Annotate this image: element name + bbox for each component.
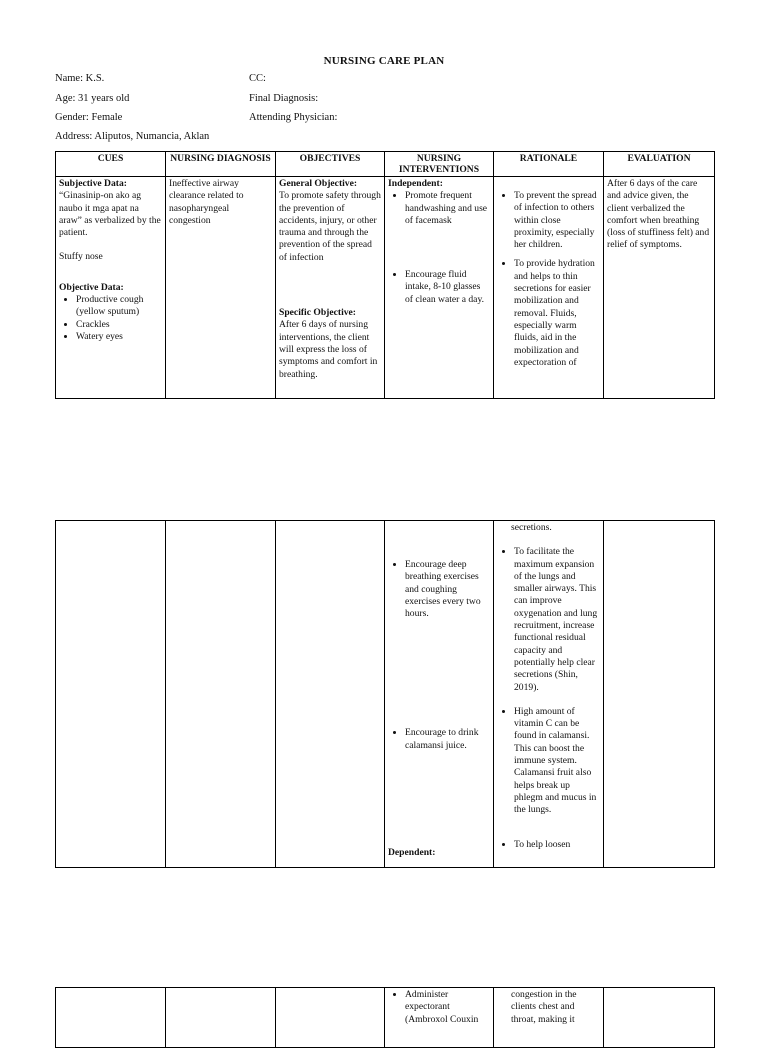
list-item: • Encourage fluid intake, 8-10 glasses of clean water a day. [405,269,490,306]
subjective-data-label: Subjective Data: [59,178,127,189]
table-row [56,521,715,868]
interventions-cell [385,521,494,868]
chief-complaint: CC: [249,73,266,84]
cues-cell [56,521,166,868]
evaluation-cell [604,177,715,399]
care-plan-table [55,151,715,399]
evaluation-text: After 6 days of the care and advice given, the client verbalized the comfort when breathing (loss of stuffiness felt) and relief of symptoms. [607,178,710,251]
interventions-list [388,190,490,306]
header-nursing-interventions: NURSING INTERVENTIONS [385,152,494,177]
evaluation-cell [604,521,715,868]
header-nursing-diagnosis: NURSING DIAGNOSIS [166,152,276,177]
interventions-list [388,559,490,752]
rationale-cell [494,521,604,868]
specific-objective-text: After 6 days of nursing interventions, the client will express the loss of symptoms and comfort in breathing. [279,319,378,380]
patient-name: Name: K.S. [55,73,105,84]
table-header-row [56,152,715,177]
rationale-continued-text: congestion in the clients chest and throat, making it [511,989,577,1025]
list-item: • To facilitate the maximum expansion of the lungs and smaller airways. This can improve oxygenation and lung recruitment, increase functional residual capacity and potentially help clear secretions (Shin, 2019). [514,546,600,694]
rationale-cell [494,177,604,399]
interventions-list [388,989,490,1026]
objectives-cell [276,521,385,868]
diagnosis-cell [166,521,276,868]
care-plan-table-continued [55,520,715,868]
objectives-cell [276,177,385,399]
stuffy-nose-text: Stuffy nose [59,251,103,263]
list-item: • To provide hydration and helps to thin secretions for easier mobilization and removal. Fluids, especially warm fluids, aid in the mobilization and expectoration of [514,258,600,369]
list-item: • High amount of vitamin C can be found in calamansi. This can boost the immune system. Calamansi fruit also helps break up phlegm and mucus in the lungs. [514,706,600,817]
nursing-diagnosis-text: Ineffective airway clearance related to nasopharyngeal congestion [169,178,244,226]
specific-objective-label: Specific Objective: [279,307,356,319]
objective-data-label: Objective Data: [59,281,124,293]
rationale-list [497,546,600,851]
patient-age: Age: 31 years old [55,93,130,104]
cues-cell [56,988,166,1048]
list-item: • Watery eyes [76,331,162,343]
general-objective-label: General Objective: [279,178,358,189]
dependent-label: Dependent: [388,847,436,859]
header-rationale: RATIONALE [494,152,604,177]
cues-cell [56,177,166,399]
evaluation-cell [604,988,715,1048]
rationale-list [497,190,600,369]
attending-physician: Attending Physician: [249,112,338,123]
care-plan-table-continued-2 [55,987,715,1048]
final-diagnosis: Final Diagnosis: [249,93,319,104]
list-item: • Promote frequent handwashing and use of facemask [405,190,490,227]
diagnosis-cell [166,177,276,399]
header-objectives: OBJECTIVES [276,152,385,177]
independent-label: Independent: [388,178,443,189]
header-cues: CUES [56,152,166,177]
header-evaluation: EVALUATION [604,152,715,177]
rationale-cell [494,988,604,1048]
rationale-continued-text: secretions. [511,522,552,533]
patient-gender: Gender: Female [55,112,123,123]
document-title: NURSING CARE PLAN [323,55,445,67]
interventions-cell [385,177,494,399]
list-item: • Crackles [76,319,162,331]
table-row [56,177,715,399]
objectives-cell [276,988,385,1048]
patient-address: Address: Aliputos, Numancia, Aklan [55,131,210,142]
list-item: • Encourage deep breathing exercises and coughing exercises every two hours. [405,559,490,620]
list-item: • To help loosen [514,839,600,851]
list-item: • Encourage to drink calamansi juice. [405,727,490,752]
general-objective-text: To promote safety through the prevention of accidents, injury, or other trauma and through the prevention of the spread of infection [279,190,381,263]
table-row [56,988,715,1048]
list-item: • Administer expectorant (Ambroxol Couxin [405,989,490,1026]
subjective-data-text: “Ginasinip-on ako ag naubo it mga apat na araw” as verbalized by the patient. [59,190,161,239]
interventions-cell [385,988,494,1048]
list-item: • Productive cough (yellow sputum) [76,294,162,319]
diagnosis-cell [166,988,276,1048]
objective-data-list [59,294,162,343]
list-item: • To prevent the spread of infection to others within close proximity, especially her children. [514,190,600,251]
